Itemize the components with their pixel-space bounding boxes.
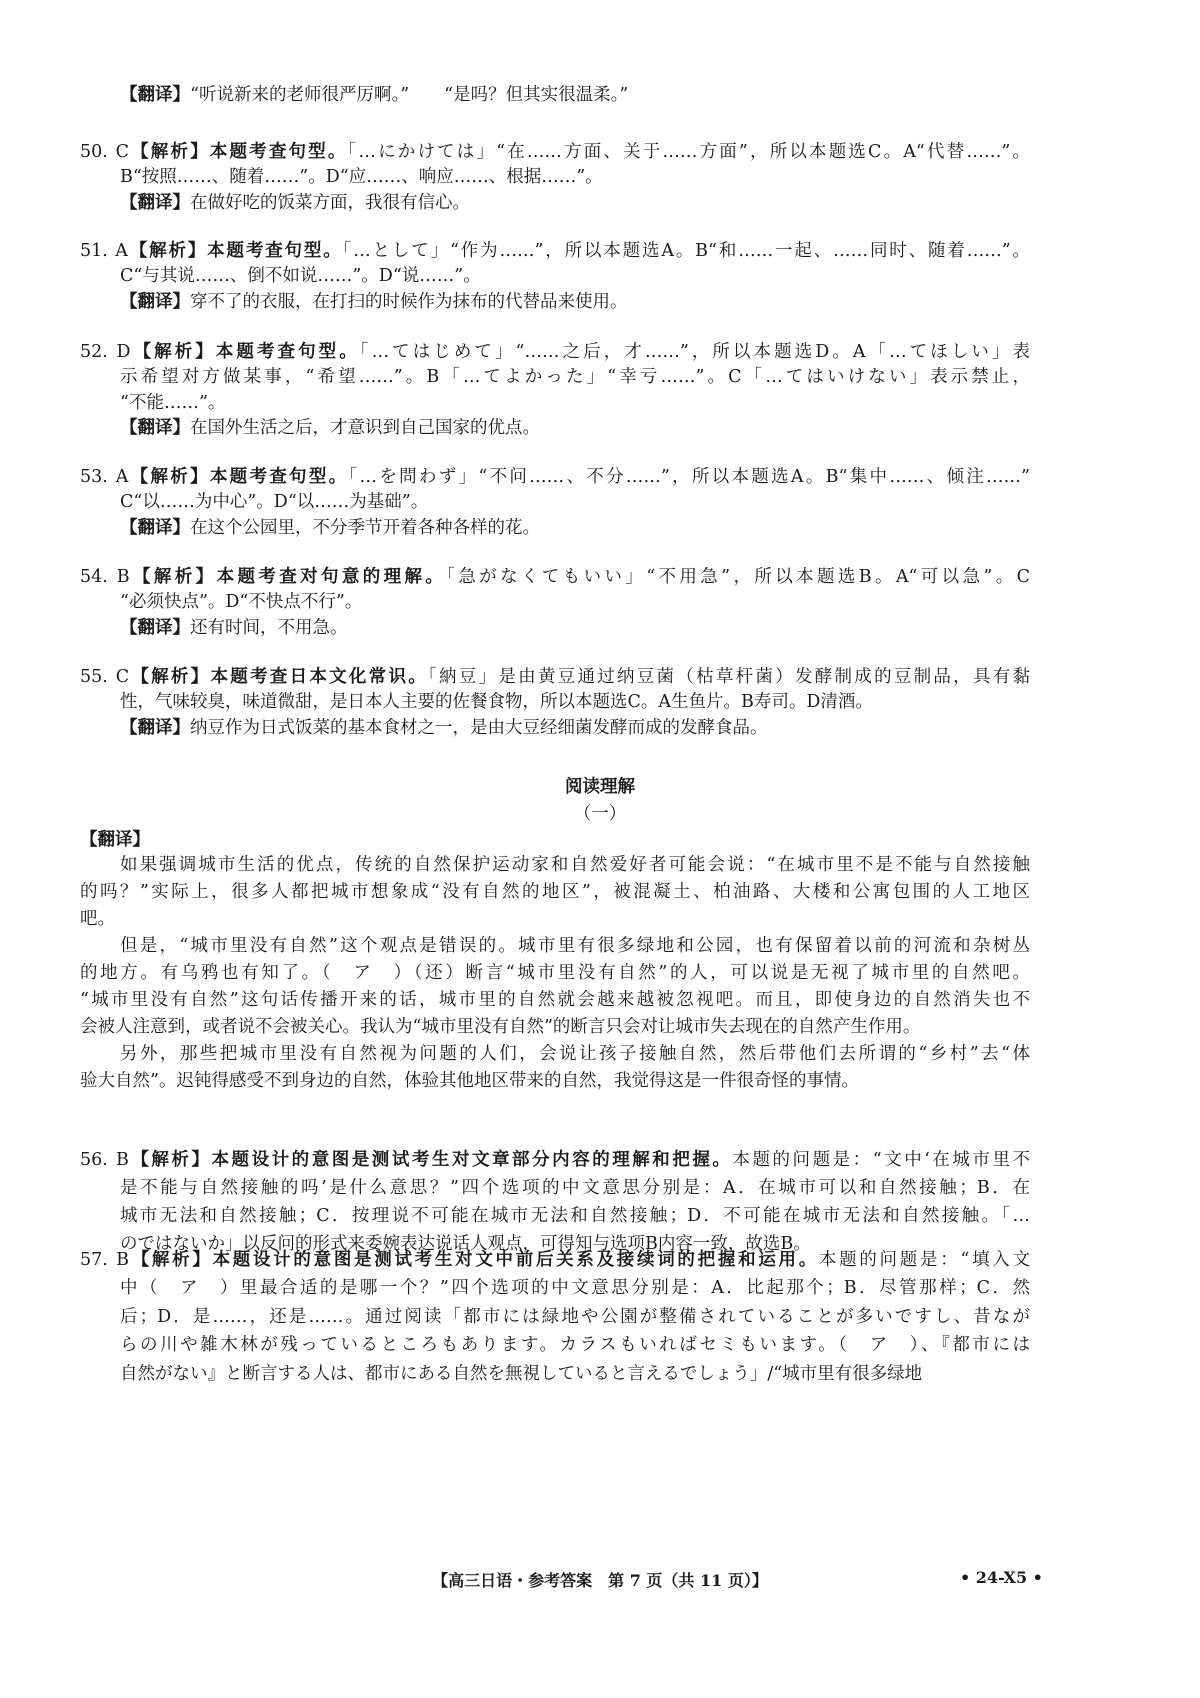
- footer-code: • 24-X5 •: [960, 1568, 1043, 1587]
- explanation-line: [80, 1246, 1030, 1274]
- paragraph-line: 验大自然”。迟钝得感受不到身边的自然，体验其他地区带来的自然，我觉得这是一件很奇怪的事情。: [80, 1071, 859, 1091]
- translation-label: 【翻译】: [120, 291, 190, 312]
- translation-label: 【翻译】: [120, 517, 190, 538]
- explanation-line: [80, 365, 1030, 390]
- item-answer: B: [116, 1250, 129, 1270]
- explanation-text: “必须快点”。D“不快点不行”。: [120, 592, 363, 613]
- explanation-text: 「…を問わず」“不问……、不分……”，所以本题选A。B“集中……、倾注……”: [348, 467, 1030, 487]
- explanation-line: [80, 590, 1030, 615]
- explanation-line: [80, 1303, 1030, 1331]
- reading-translation: [80, 852, 1030, 1095]
- explanation-text: 「急がなくてもいい」“不用急”，所以本题选B。A“可以急”。C: [446, 567, 1031, 587]
- answer-item: [80, 465, 1030, 541]
- footer-title: 【高三日语・参考答案 第 7 页（共 11 页）】: [432, 1571, 768, 1590]
- explanation-line: [80, 391, 1030, 416]
- explanation-text: “不能……”。: [120, 392, 226, 413]
- translation-line: [80, 191, 1030, 216]
- translation-label: 【翻译】: [120, 192, 190, 213]
- translation-text: 在国外生活之后，才意识到自己国家的优点。: [190, 417, 540, 438]
- paragraph: [80, 1041, 1030, 1095]
- explanation-text: 性，气味较臭，味道微甜，是日本人主要的佐餐食物，所以本题选C。A生鱼片。B寿司。D清酒。: [120, 692, 873, 713]
- explanation-line: [80, 140, 1030, 165]
- translation-text: 在做好吃的饭菜方面，我很有信心。: [190, 192, 470, 213]
- analysis-title: 本题考查句型。: [207, 241, 343, 261]
- explanation-text: 本题的问题是：“填入文: [818, 1250, 1030, 1270]
- explanation-line: [80, 665, 1030, 690]
- item-answer: B: [115, 1150, 129, 1170]
- item-number: 50.: [80, 142, 108, 162]
- answer-item: [80, 1246, 1030, 1388]
- reading-translation-label-row: [80, 826, 1030, 851]
- analysis-title: 本题设计的意图是测试考生对文章部分内容的理解和把握。: [211, 1150, 733, 1170]
- item-answer: A: [115, 241, 128, 261]
- item-number: 51.: [80, 241, 108, 261]
- item-number: 53.: [80, 467, 108, 487]
- item-number: 56.: [80, 1150, 108, 1170]
- explanation-text: B“按照……、随着……”。D“应……、响应……、根据……”。: [120, 167, 603, 188]
- explanation-text: C“与其说……、倒不如说……”。D“说……”。: [120, 266, 481, 287]
- paragraph-line: 会被人注意到，或者说不会被关心。我认为“城市里没有自然”的断言只会对让城市失去现在的自然产生作用。: [80, 1017, 921, 1037]
- analysis-label: 【解析】: [128, 467, 210, 487]
- explanation-line: [80, 465, 1030, 490]
- analysis-title: 本题考查日本文化常识。: [210, 667, 428, 687]
- translation-text: 纳豆作为日式饭菜的基本食材之一，是由大豆经细菌发酵而成的发酵食品。: [190, 717, 768, 738]
- section-subheading: （一）: [573, 804, 627, 824]
- explanation-text: 后；D．是……，还是……。通过阅读「都市には緑地や公園が整備されていることが多いですし、昔なが: [120, 1306, 1030, 1327]
- explanation-text: 「…てはじめて」“……之后，才……”，所以本题选D。A「…てほしい」表: [359, 342, 1031, 362]
- translation-text: “听说新来的老师很严厉啊。” “是吗？但其实很温柔。”: [190, 85, 629, 105]
- explanation-text: 中（ ア ）里最合适的是哪一个？”四个选项的中文意思分别是：A．比起那个；B．尽管那样；C．然: [120, 1278, 1030, 1299]
- analysis-title: 本题考查对句意的理解。: [216, 567, 447, 587]
- analysis-label: 【解析】: [130, 342, 216, 362]
- explanation-text: 「納豆」是由黄豆通过纳豆菌（枯草杆菌）发酵制成的豆制品，具有黏: [428, 667, 1031, 687]
- paragraph-line: 的地方。有乌鸦也有知了。（ ア ）（还）断言“城市里没有自然”的人，可以说是无视了城市里的自然吧。: [80, 963, 1030, 983]
- translation-line: [80, 416, 1030, 441]
- explanation-line: [80, 1331, 1030, 1359]
- paragraph-line: 如果强调城市生活的优点，传统的自然保护运动家和自然爱好者可能会说：“在城市里不是不能与自然接触: [120, 855, 1030, 875]
- explanation-line: [80, 1360, 1030, 1388]
- analysis-title: 本题考查句型。: [209, 467, 349, 487]
- explanation-text: C“以……为中心”。D“以……为基础”。: [120, 492, 429, 513]
- explanation-text: 是不能与自然接触的吗’是什么意思？”四个选项的中文意思分别是：A．在城市可以和自然接触；B．在: [120, 1178, 1030, 1198]
- answer-item: [80, 665, 1030, 741]
- analysis-label: 【解析】: [129, 667, 211, 687]
- translation-text: 穿不了的衣服，在打扫的时候作为抹布的代替品来使用。: [190, 291, 628, 312]
- item-answer: D: [116, 342, 131, 362]
- paragraph-line: “城市里没有自然”这句话传播开来的话，城市里的自然就会越来越被忽视吧。而且，即使身边的自然消失也不: [80, 990, 1030, 1010]
- paragraph-line: 另外，那些把城市里没有自然视为问题的人们，会说让孩子接触自然，然后带他们去所谓的“乡村”去“体: [120, 1044, 1030, 1064]
- translation-line: [80, 616, 1030, 641]
- translation-label: 【翻译】: [120, 85, 190, 105]
- explanation-line: [80, 340, 1030, 365]
- translation-label: 【翻译】: [120, 717, 190, 738]
- answer-item: [80, 1146, 1030, 1258]
- answer-item: [80, 340, 1030, 441]
- analysis-label: 【解析】: [127, 241, 208, 261]
- analysis-title: 本题考查句型。: [209, 142, 348, 162]
- explanation-line: [80, 239, 1030, 264]
- translation-label: 【翻译】: [120, 417, 190, 438]
- translation-line: [80, 516, 1030, 541]
- explanation-text: 「…として」“作为……”，所以本题选A。B“和……一起、……同时、随着……”。: [342, 241, 1030, 261]
- explanation-text: 自然がない』と断言する人は、都市にある自然を無視していると言えるでしょう」/“城市里有很多绿地: [120, 1363, 923, 1384]
- explanation-line: [80, 264, 1030, 289]
- explanation-line: [80, 565, 1030, 590]
- top-translation: [80, 83, 1030, 108]
- item-number: 52.: [80, 342, 108, 362]
- explanation-text: 城市无法和自然接触；C．按理说不可能在城市无法和自然接触；D．不可能在城市无法和自然接触。「…: [120, 1206, 1030, 1226]
- explanation-line: [80, 165, 1030, 190]
- translation-line: [80, 83, 1030, 108]
- explanation-line: [80, 690, 1030, 715]
- paragraph: [80, 933, 1030, 1041]
- explanation-text: 示希望对方做某事，“希望……”。B「…てよかった」“幸亏……”。C「…てはいけない」表示禁止，: [120, 367, 1030, 388]
- translation-text: 还有时间，不用急。: [190, 617, 348, 638]
- item-number: 57.: [80, 1250, 108, 1270]
- answer-item: [80, 140, 1030, 216]
- analysis-label: 【解析】: [129, 567, 217, 587]
- analysis-title: 本题设计的意图是测试考生对文中前后关系及接续词的把握和运用。: [212, 1250, 819, 1270]
- explanation-text: らの川や雑木林が残っているところもあります。カラスもいればセミもいます。（ ア ）、『都市には: [120, 1335, 1030, 1356]
- analysis-label: 【解析】: [128, 1150, 212, 1170]
- answer-item: [80, 565, 1030, 641]
- translation-label: 【翻译】: [80, 830, 150, 850]
- explanation-line: [80, 1202, 1030, 1230]
- item-answer: C: [115, 667, 130, 687]
- analysis-label: 【解析】: [129, 1250, 213, 1270]
- item-answer: A: [115, 467, 129, 487]
- translation-text: 在这个公园里，不分季节开着各种各样的花。: [190, 517, 540, 538]
- analysis-label: 【解析】: [128, 142, 210, 162]
- explanation-text: 「…にかけては」“在……方面、关于……方面”，所以本题选C。A“代替……”。: [347, 142, 1031, 162]
- paragraph: [80, 852, 1030, 933]
- translation-line: [80, 716, 1030, 741]
- paragraph-line: 吧。: [80, 909, 115, 929]
- section-heading: 阅读理解: [565, 777, 635, 797]
- item-answer: C: [115, 142, 129, 162]
- paragraph-line: 的吗？”实际上，很多人都把城市想象成“没有自然的地区”，被混凝土、柏油路、大楼和公寓包围的人工地区: [80, 882, 1030, 902]
- explanation-line: [80, 490, 1030, 515]
- explanation-text: のではないか」以反问的形式来委婉表达说话人观点，可得知与选项B内容一致，故选B。: [120, 1234, 811, 1254]
- item-answer: B: [116, 567, 130, 587]
- translation-line: [80, 290, 1030, 315]
- item-number: 54.: [80, 567, 108, 587]
- item-number: 55.: [80, 667, 108, 687]
- paragraph-line: 但是，“城市里没有自然”这个观点是错误的。城市里有很多绿地和公园，也有保留着以前的河流和杂树丛: [120, 936, 1030, 956]
- explanation-text: 本题的问题是：“文中‘在城市里不: [732, 1150, 1030, 1170]
- explanation-line: [80, 1146, 1030, 1174]
- analysis-title: 本题考查句型。: [215, 342, 360, 362]
- answer-item: [80, 239, 1030, 315]
- explanation-line: [80, 1274, 1030, 1302]
- explanation-line: [80, 1174, 1030, 1202]
- translation-label: 【翻译】: [120, 617, 190, 638]
